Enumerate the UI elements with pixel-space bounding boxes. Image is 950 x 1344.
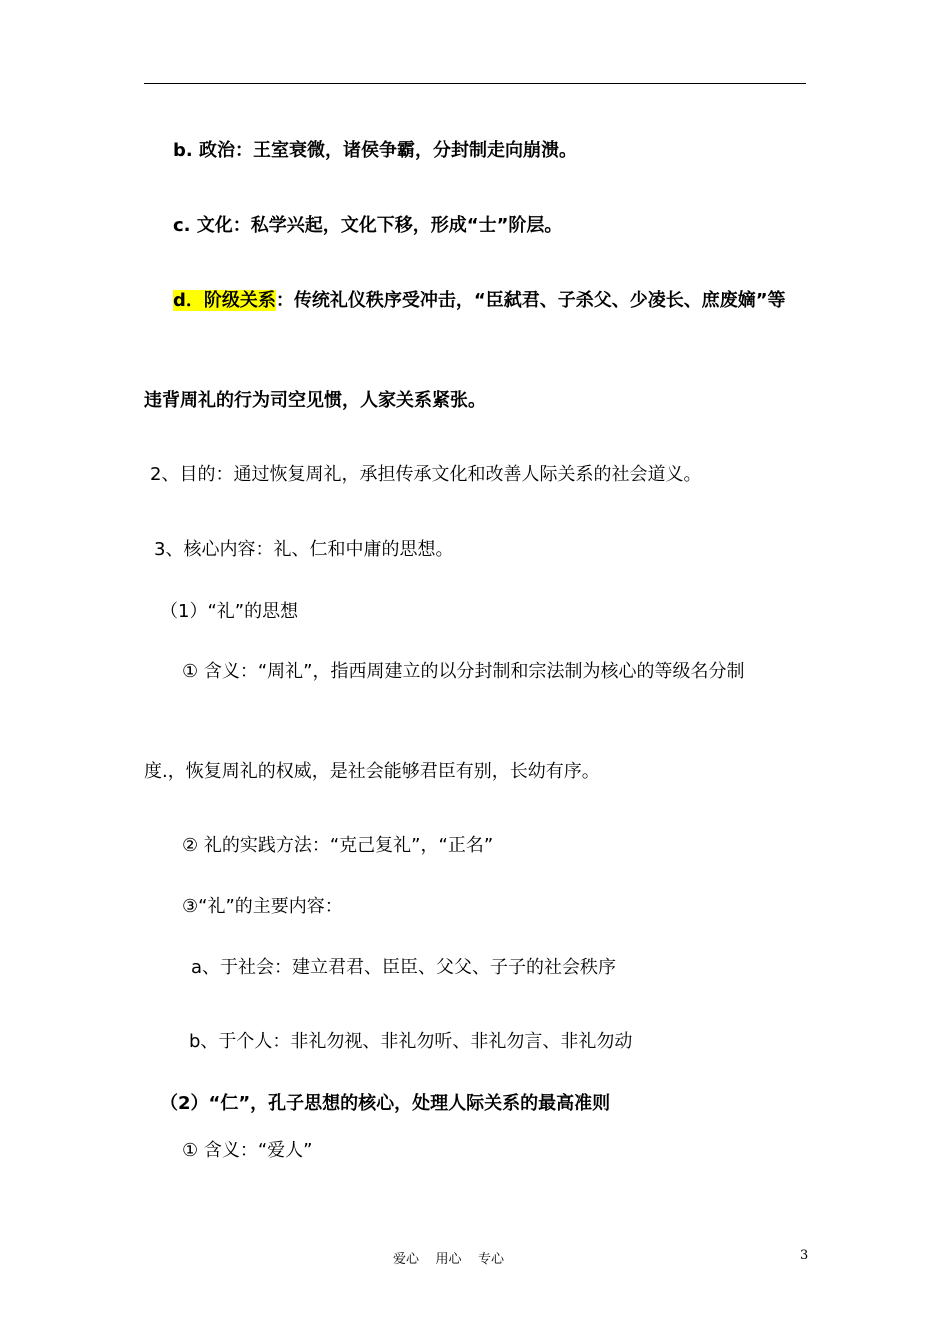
line-li-society: a、于社会：建立君君、臣臣、父父、子子的社会秩序 — [191, 957, 617, 978]
line-class-relations-cont: 违背周礼的行为司空见惯，人家关系紧张。 — [144, 390, 486, 411]
line-politics: b. 政治：王室衰微，诸侯争霸，分封制走向崩溃。 — [173, 140, 577, 161]
line-li-meaning: ① 含义：“周礼”，指西周建立的以分封制和宗法制为核心的等级名分制 — [182, 661, 745, 682]
class-relations-text: ：传统礼仪秩序受冲击，“臣弑君、子杀父、少凌长、庶废嫡”等 — [275, 290, 786, 311]
header-rule — [144, 83, 806, 84]
heading-ren: （2）“仁”，孔子思想的核心，处理人际关系的最高准则 — [160, 1093, 611, 1114]
page-number: 3 — [800, 1248, 809, 1263]
heading-li-thought: （1）“礼”的思想 — [160, 601, 299, 622]
line-culture: c. 文化：私学兴起，文化下移，形成“士”阶层。 — [173, 215, 563, 236]
footer-motto: 爱心 用心 专心 — [393, 1252, 505, 1267]
line-ren-meaning: ① 含义：“爱人” — [182, 1140, 313, 1161]
line-li-practice: ② 礼的实践方法：“克己复礼”，“正名” — [182, 835, 494, 856]
highlighted-label: d．阶级关系 — [173, 290, 276, 311]
line-li-main-content: ③“礼”的主要内容： — [182, 896, 343, 917]
line-core-content: 3、核心内容：礼、仁和中庸的思想。 — [154, 539, 454, 560]
line-class-relations — [173, 289, 786, 313]
line-purpose: 2、目的：通过恢复周礼，承担传承文化和改善人际关系的社会道义。 — [150, 464, 702, 485]
line-li-individual: b、于个人：非礼勿视、非礼勿听、非礼勿言、非礼勿动 — [189, 1031, 633, 1052]
line-li-meaning-cont: 度.，恢复周礼的权威，是社会能够君臣有别，长幼有序。 — [144, 761, 600, 782]
